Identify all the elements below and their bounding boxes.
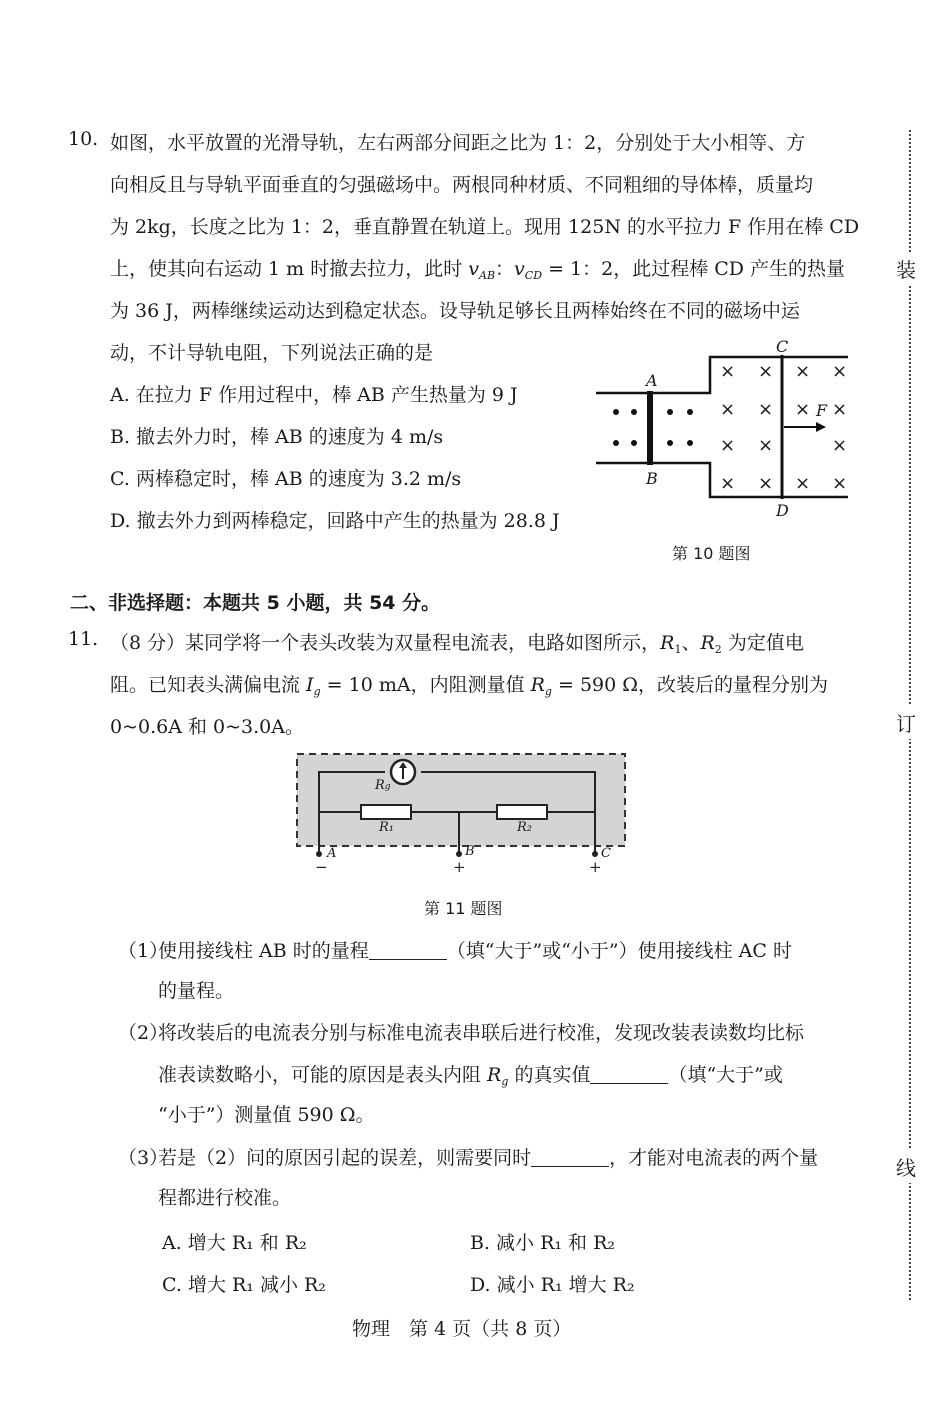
q11-p3-line-2: 程都进行校准。 xyxy=(158,1187,292,1209)
q10-line-3: 为 2kg，长度之比为 1：2，垂直静置在轨道上。现用 125N 的水平拉力 F 作用在棒 CD xyxy=(110,216,860,238)
label-terminal-a: A xyxy=(327,846,337,861)
page-footer: 物理 第 4 页（共 8 页） xyxy=(352,1318,572,1340)
label-terminal-b: B xyxy=(465,844,475,859)
plus-sign-b: + xyxy=(453,858,466,876)
q10-line-2: 向相反且与导轨平面垂直的匀强磁场中。两根同种材质、不同粗细的导体棒，质量均 xyxy=(110,174,814,196)
minus-sign: − xyxy=(315,858,328,876)
label-terminal-c: C xyxy=(601,846,611,861)
q10-number: 10. xyxy=(68,128,99,150)
q11-p2-line-1: 将改装后的电流表分别与标准电流表串联后进行校准，发现改装表读数均比标 xyxy=(158,1022,805,1044)
q10-line-6: 动，不计导轨电阻，下列说法正确的是 xyxy=(110,342,434,364)
q11-p3-label: （3） xyxy=(118,1147,169,1169)
answer-blank-1[interactable] xyxy=(369,941,447,960)
q11-line-2: 阻。已知表头满偏电流 $I_g = 10$ mA，内阻测量值 $R_g = 590$ Ω，改装后的量程分别为 xyxy=(110,674,829,698)
figure-10-caption: 第 10 题图 xyxy=(672,544,751,563)
section-2-title: 二、非选择题：本题共 5 小题，共 54 分。 xyxy=(70,592,441,614)
label-r1: R₁ xyxy=(379,820,394,835)
label-f: F xyxy=(816,401,828,420)
q11-p2-line-2: 准表读数略小，可能的原因是表头内阻 $R_g$ 的真实值 （填“大于”或 xyxy=(158,1064,783,1088)
q10-option-c: C. 两棒稳定时，棒 AB 的速度为 3.2 m/s xyxy=(110,468,462,490)
q11-number: 11. xyxy=(68,628,99,650)
q10-option-b: B. 撤去外力时，棒 AB 的速度为 4 m/s xyxy=(110,426,444,448)
label-rg: R xyxy=(375,778,385,793)
q10-option-d: D. 撤去外力到两棒稳定，回路中产生的热量为 28.8 J xyxy=(110,510,560,532)
figure-11-caption: 第 11 题图 xyxy=(424,899,503,918)
figure-11-labels: Rg R₁ R₂ A B C − + + xyxy=(315,778,611,876)
q11-p1-label: （1） xyxy=(118,940,169,962)
margin-char-zhuang: 装 xyxy=(896,252,916,285)
q11-option-b: B. 减小 R₁ 和 R₂ xyxy=(470,1232,616,1254)
label-b: B xyxy=(646,469,658,488)
q11-p1-line-1: 使用接线柱 AB 时的量程 （填“大于”或“小于”）使用接线柱 AC 时 xyxy=(158,940,792,962)
q11-p2-label: （2） xyxy=(118,1022,169,1044)
q10-option-a: A. 在拉力 F 作用过程中，棒 AB 产生热量为 9 J xyxy=(110,384,518,406)
plus-sign-c: + xyxy=(589,858,602,876)
label-r2: R₂ xyxy=(517,820,532,835)
q11-option-a: A. 增大 R₁ 和 R₂ xyxy=(162,1232,307,1254)
q10-line-5: 为 36 J，两棒继续运动达到稳定状态。设导轨足够长且两棒始终在不同的磁场中运 xyxy=(110,300,800,322)
q11-p2-line-3: “小于”）测量值 590 Ω。 xyxy=(158,1104,375,1126)
margin-char-xian: 线 xyxy=(896,1150,916,1183)
crosses-field-into-page: × × × × × × × × × × × × × × × F A B C D xyxy=(646,337,848,520)
margin-char-ding: 订 xyxy=(896,706,916,739)
q11-line-1: （8 分）某同学将一个表头改装为双量程电流表，电路如图所示，$R_1$、$R_2$ 为定值电 xyxy=(110,632,804,656)
q10-line-1: 如图，水平放置的光滑导轨，左右两部分间距之比为 1：2，分别处于大小相等、方 xyxy=(110,132,806,154)
q11-line-3: 0~0.6A 和 0~3.0A。 xyxy=(110,716,304,738)
answer-blank-2[interactable] xyxy=(590,1065,668,1084)
q11-option-c: C. 增大 R₁ 减小 R₂ xyxy=(162,1274,326,1296)
q11-p1-line-2: 的量程。 xyxy=(158,980,235,1002)
answer-blank-3[interactable] xyxy=(531,1148,609,1167)
label-c: C xyxy=(776,337,789,356)
q10-line-4: 上，使其向右运动 1 m 时撤去拉力，此时 $v_{AB}$：$v_{CD} = 1$：2，此过程棒 CD 产生的热量 xyxy=(110,258,846,282)
label-d: D xyxy=(776,501,789,520)
q11-option-d: D. 减小 R₁ 增大 R₂ xyxy=(470,1274,635,1296)
q11-p3-line-1: 若是（2）问的原因引起的误差，则需要同时 ，才能对电流表的两个量 xyxy=(158,1147,819,1169)
label-a: A xyxy=(646,371,658,390)
